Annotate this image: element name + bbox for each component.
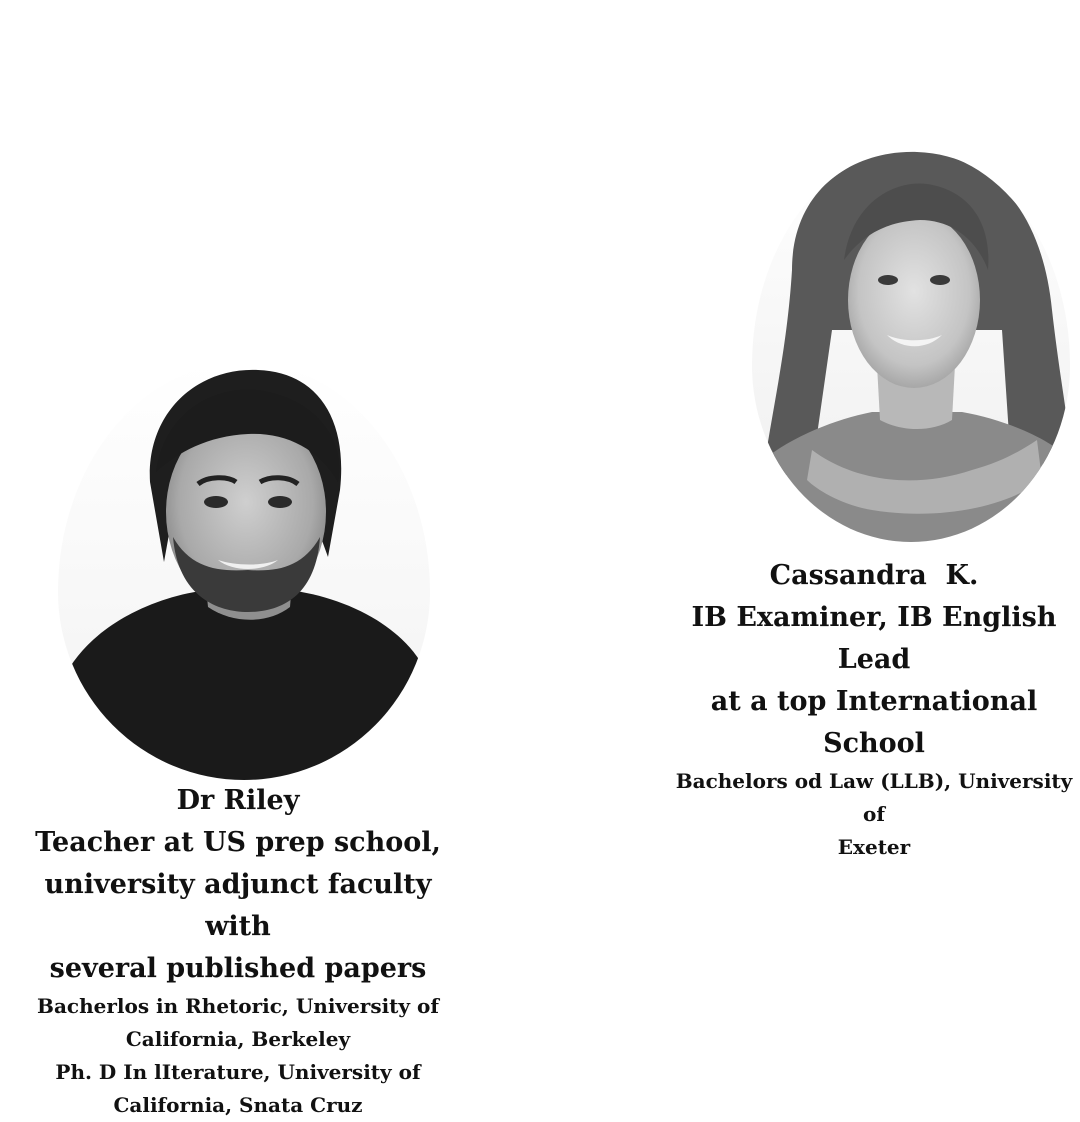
profile-role-line: IB Examiner, IB English Lead: [691, 602, 1057, 675]
profile-caption: [10, 780, 466, 1122]
profile-education-line: Bacherlos in Rhetoric, University of: [37, 994, 439, 1018]
profile-name: Dr Riley: [176, 785, 300, 816]
profile-role-line: several published papers: [49, 953, 427, 984]
profile-caption: [668, 555, 1080, 864]
person-photo-woman-icon: [752, 150, 1070, 542]
profile-role-line: Teacher at US prep school,: [35, 827, 441, 858]
profile-photo-woman: [752, 150, 1070, 542]
profile-photo-man: [58, 362, 430, 780]
profile-education-line: Ph. D In lIterature, University of: [55, 1060, 421, 1084]
profile-role-line: at a top International School: [710, 686, 1038, 759]
person-photo-man-icon: [58, 362, 430, 780]
profile-education-line: Exeter: [837, 835, 911, 859]
profile-name: Cassandra K.: [769, 560, 979, 591]
profile-role-line: university adjunct faculty with: [44, 869, 432, 942]
profile-education-line: California, Snata Cruz: [113, 1093, 363, 1117]
profile-education-line: Bachelors od Law (LLB), University of: [675, 769, 1073, 826]
profile-education-line: California, Berkeley: [125, 1027, 351, 1051]
